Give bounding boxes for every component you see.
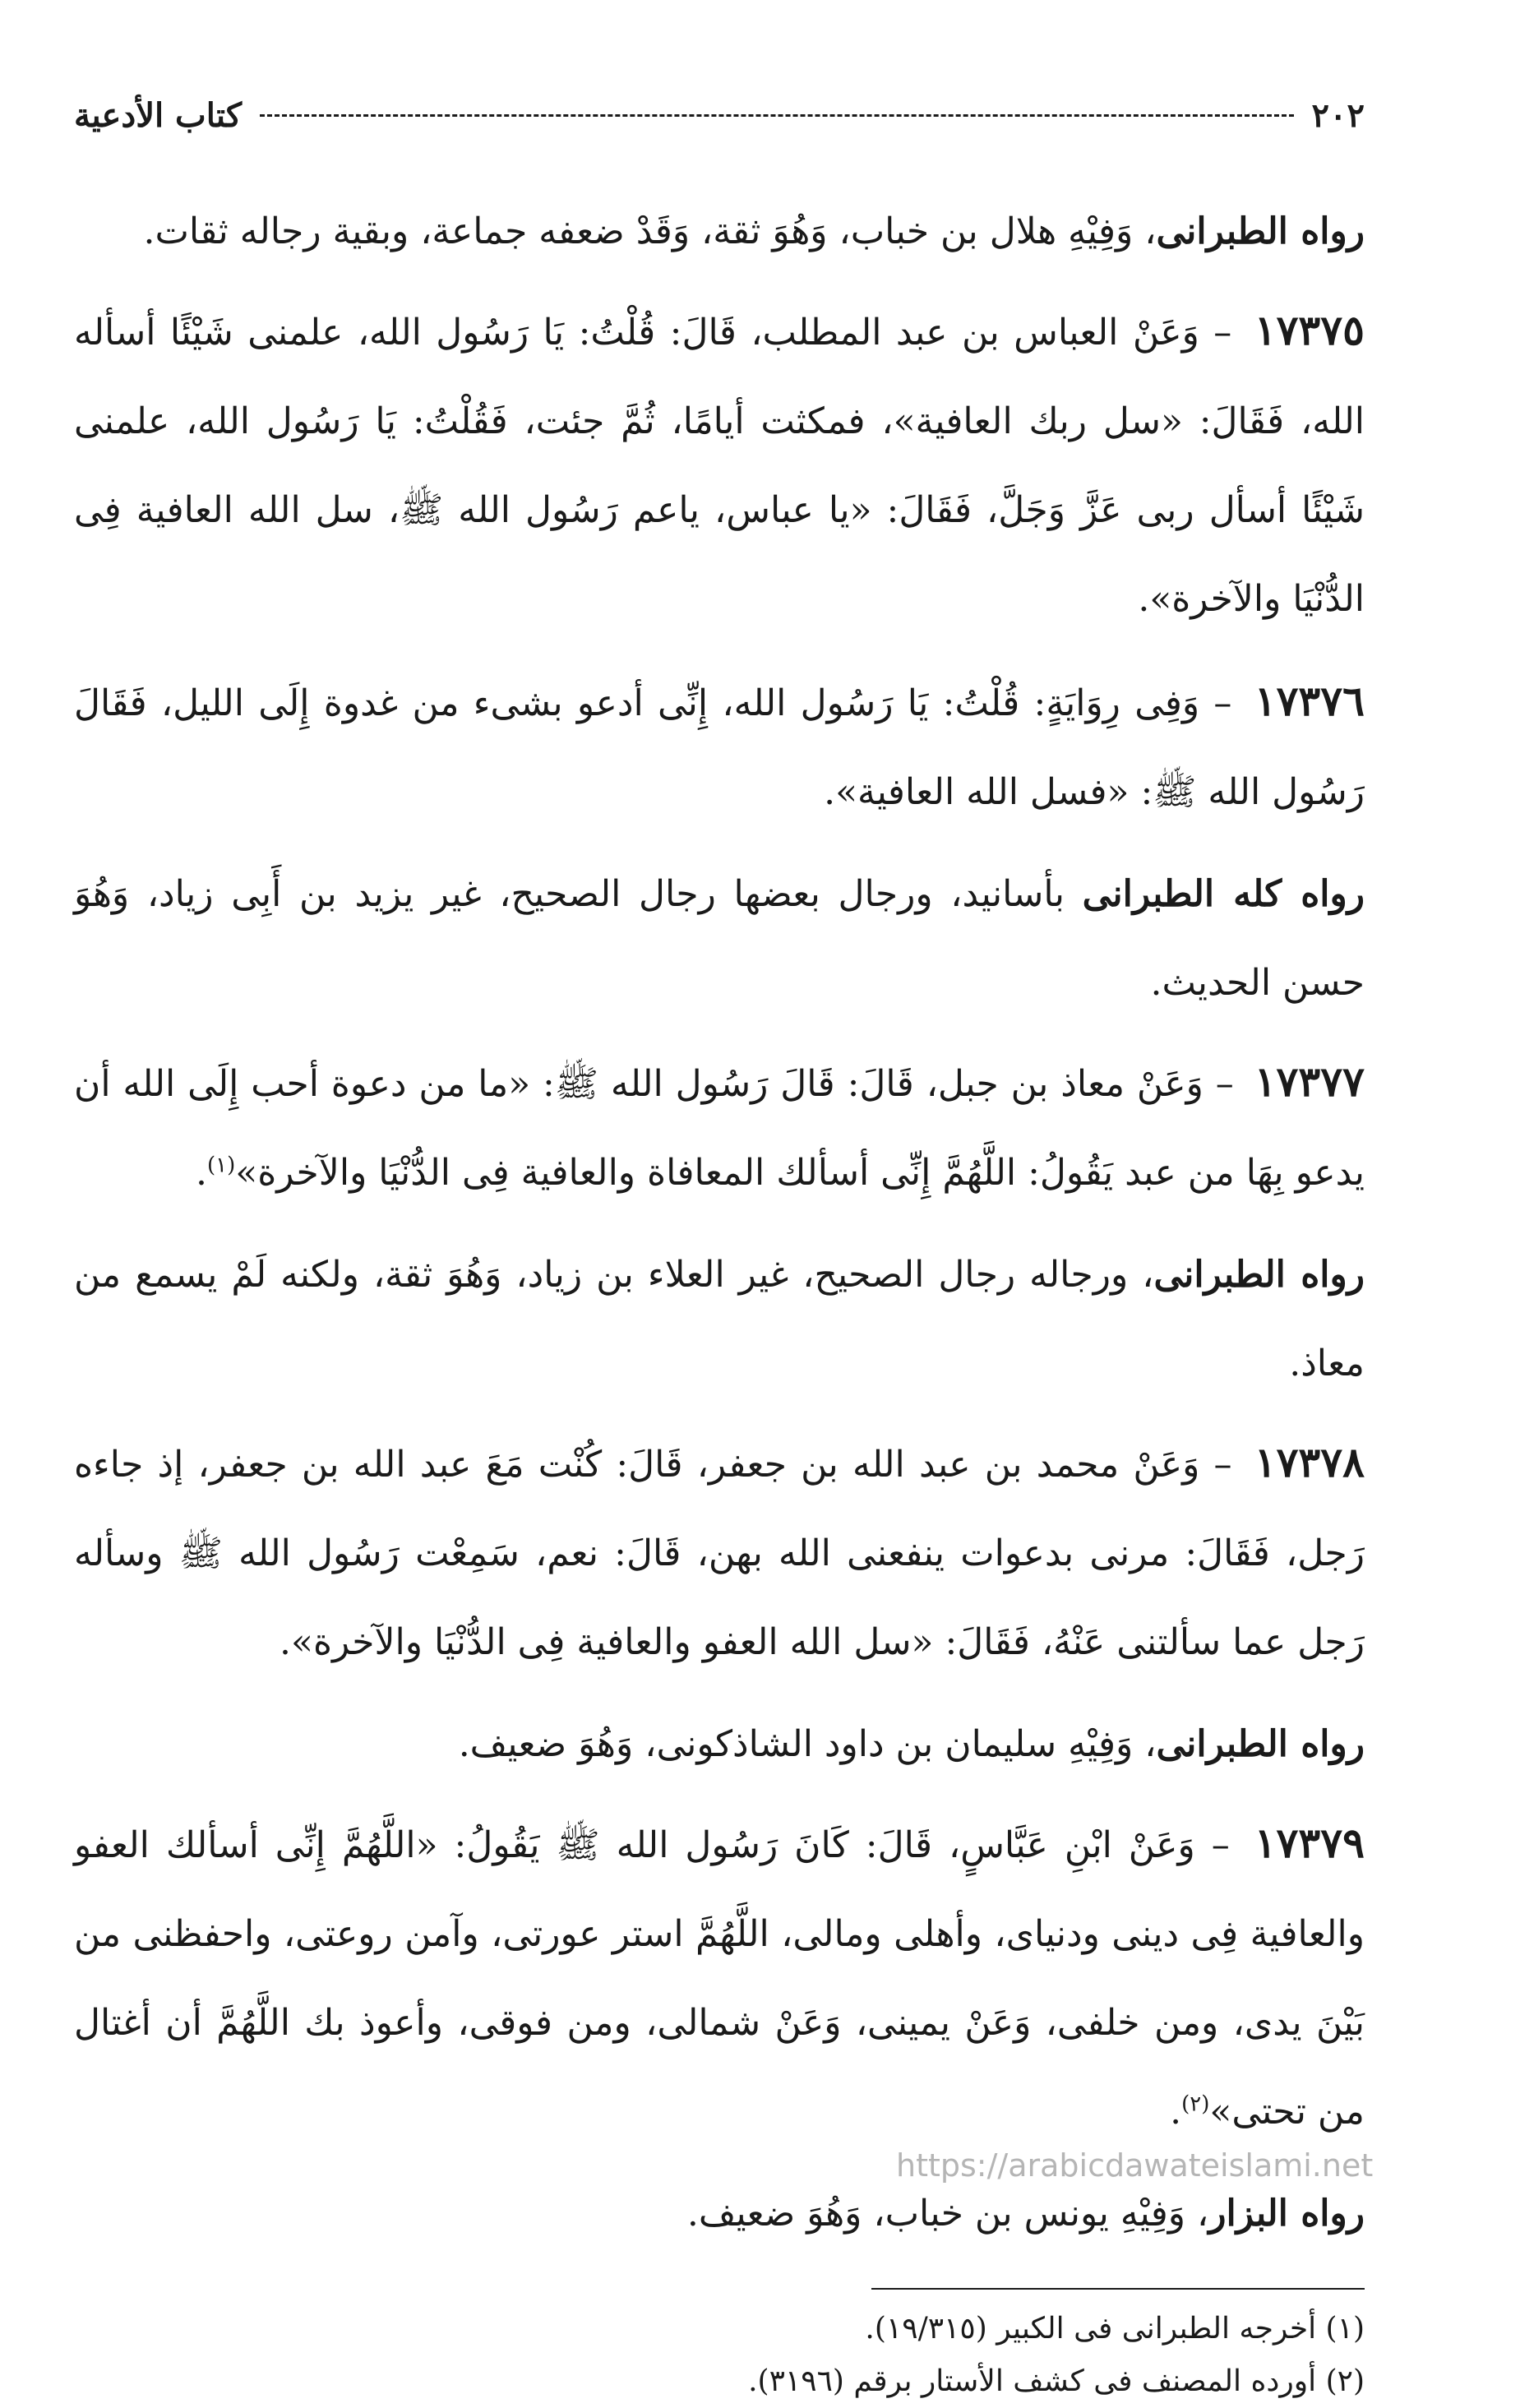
hadith-17378 (74, 1418, 1365, 1687)
hadith-17376 (74, 657, 1365, 837)
source-name: رواه الطبرانى (1156, 210, 1365, 252)
source-name: رواه الطبرانى (1156, 1723, 1365, 1765)
hadith-17375 (74, 286, 1365, 644)
hadith-number: ١٧٣٧٨ (1254, 1438, 1365, 1486)
hadith-text: – وَعَنْ العباس بن عبد المطلب، قَالَ: قُلْتُ: يَا رَسُول الله، علمنى شَيْئًا أسأله الله، فَقَالَ: «سل ربك العافية»، فمكثت أيامًا، ثُمَّ جئت، فَقُلْتُ: يَا رَسُول الله، علمنى شَيْئًا أسأل ربى عَزَّ وَجَلَّ، فَقَالَ: «يا عباس، ياعم رَسُول الله ﷺ، سل الله العافية فِى الدُّنْيَا والآخرة». (74, 312, 1365, 620)
narration-grading (74, 1700, 1365, 1789)
book-page (74, 82, 1365, 2408)
narration-grading (74, 1231, 1365, 1408)
hadith-number: ١٧٣٧٦ (1254, 677, 1365, 725)
footnotes (74, 2303, 1365, 2408)
hadith-number: ١٧٣٧٩ (1254, 1819, 1365, 1867)
source-name: رواه البزار (1208, 2193, 1365, 2235)
page-header (74, 82, 1365, 148)
paragraph-text: ، وَفِيْهِ يونس بن خباب، وَهُوَ ضعيف. (686, 2193, 1209, 2235)
narration-grading (74, 850, 1365, 1028)
paragraph-text: ، وَفِيْهِ سليمان بن داود الشاذكونى، وَهُوَ ضعيف. (458, 1723, 1157, 1765)
book-title: كتاب الأدعية (74, 95, 243, 135)
footnote-reference[interactable]: (١) (207, 1153, 236, 1178)
watermark-url: https://arabicdawateislami.net (896, 2147, 1374, 2184)
source-name: رواه كله الطبرانى (1082, 873, 1365, 915)
hadith-17379 (74, 1799, 1365, 2156)
hadith-number: ١٧٣٧٥ (1254, 306, 1365, 354)
footnote-separator (871, 2288, 1365, 2290)
hadith-17377 (74, 1038, 1365, 1218)
hadith-text-end: . (1170, 2091, 1182, 2133)
paragraph-text: ، وَفِيْهِ هلال بن خباب، وَهُوَ ثقة، وَقَدْ ضعفه جماعة، وبقية رجاله ثقات. (143, 210, 1157, 252)
source-name: رواه الطبرانى (1153, 1254, 1365, 1296)
narration-grading (74, 187, 1365, 276)
hadith-text: – وَفِى رِوَايَةٍ: قُلْتُ: يَا رَسُول الله، إِنِّى أدعو بشىء من غدوة إِلَى الليل، فَقَالَ رَسُول الله ﷺ: «فسل الله العافية». (74, 682, 1365, 813)
hadith-text: – وَعَنْ ابْنِ عَبَّاسٍ، قَالَ: كَانَ رَسُول الله ﷺ يَقُولُ: «اللَّهُمَّ إِنِّى أسألك العفو والعافية فِى دينى ودنياى، وأهلى ومالى، اللَّهُمَّ استر عورتى، وآمن روعتى، واحفظنى من بَيْنَ يدى، ومن خلفى، وَعَنْ يمينى، وَعَنْ شمالى، ومن فوقى، وأعوذ بك اللَّهُمَّ أن أغتال من تحتى» (74, 1824, 1365, 2133)
paragraph-text: بأسانيد، ورجال بعضها رجال الصحيح، غير يزيد بن أَبِى زياد، وَهُوَ حسن الحديث. (74, 873, 1365, 1004)
paragraph-text: ، ورجاله رجال الصحيح، غير العلاء بن زياد، وَهُوَ ثقة، ولكنه لَمْ يسمع من معاذ. (74, 1254, 1365, 1384)
page-body (74, 187, 1365, 2258)
hadith-number: ١٧٣٧٧ (1254, 1057, 1365, 1106)
hadith-text-end: . (196, 1152, 208, 1194)
footnote-2: (٢) أورده المصنف فى كشف الأستار برقم (٣١٩٦). (748, 2364, 1365, 2398)
hadith-text: – وَعَنْ معاذ بن جبل، قَالَ: قَالَ رَسُول الله ﷺ: «ما من دعوة أحب إِلَى الله أن يدعو بِهَا من عبد يَقُولُ: اللَّهُمَّ إِنِّى أسألك المعافاة والعافية فِى الدُّنْيَا والآخرة» (74, 1063, 1365, 1194)
hadith-text: – وَعَنْ محمد بن عبد الله بن جعفر، قَالَ: كُنْت مَعَ عبد الله بن جعفر، إذ جاءه رَجل، فَقَالَ: مرنى بدعوات ينفعنى الله بهن، قَالَ: نعم، سَمِعْت رَسُول الله ﷺ وسأله رَجل عما سألتنى عَنْهُ، فَقَالَ: «سل الله العفو والعافية فِى الدُّنْيَا والآخرة». (74, 1444, 1365, 1663)
page-number: ٢٠٢ (1311, 95, 1365, 135)
footnote-1: (١) أخرجه الطبرانى فى الكبير (١٩/٣١٥). (865, 2312, 1365, 2346)
header-divider (260, 114, 1294, 117)
footnote-reference[interactable]: (٢) (1181, 2091, 1210, 2117)
